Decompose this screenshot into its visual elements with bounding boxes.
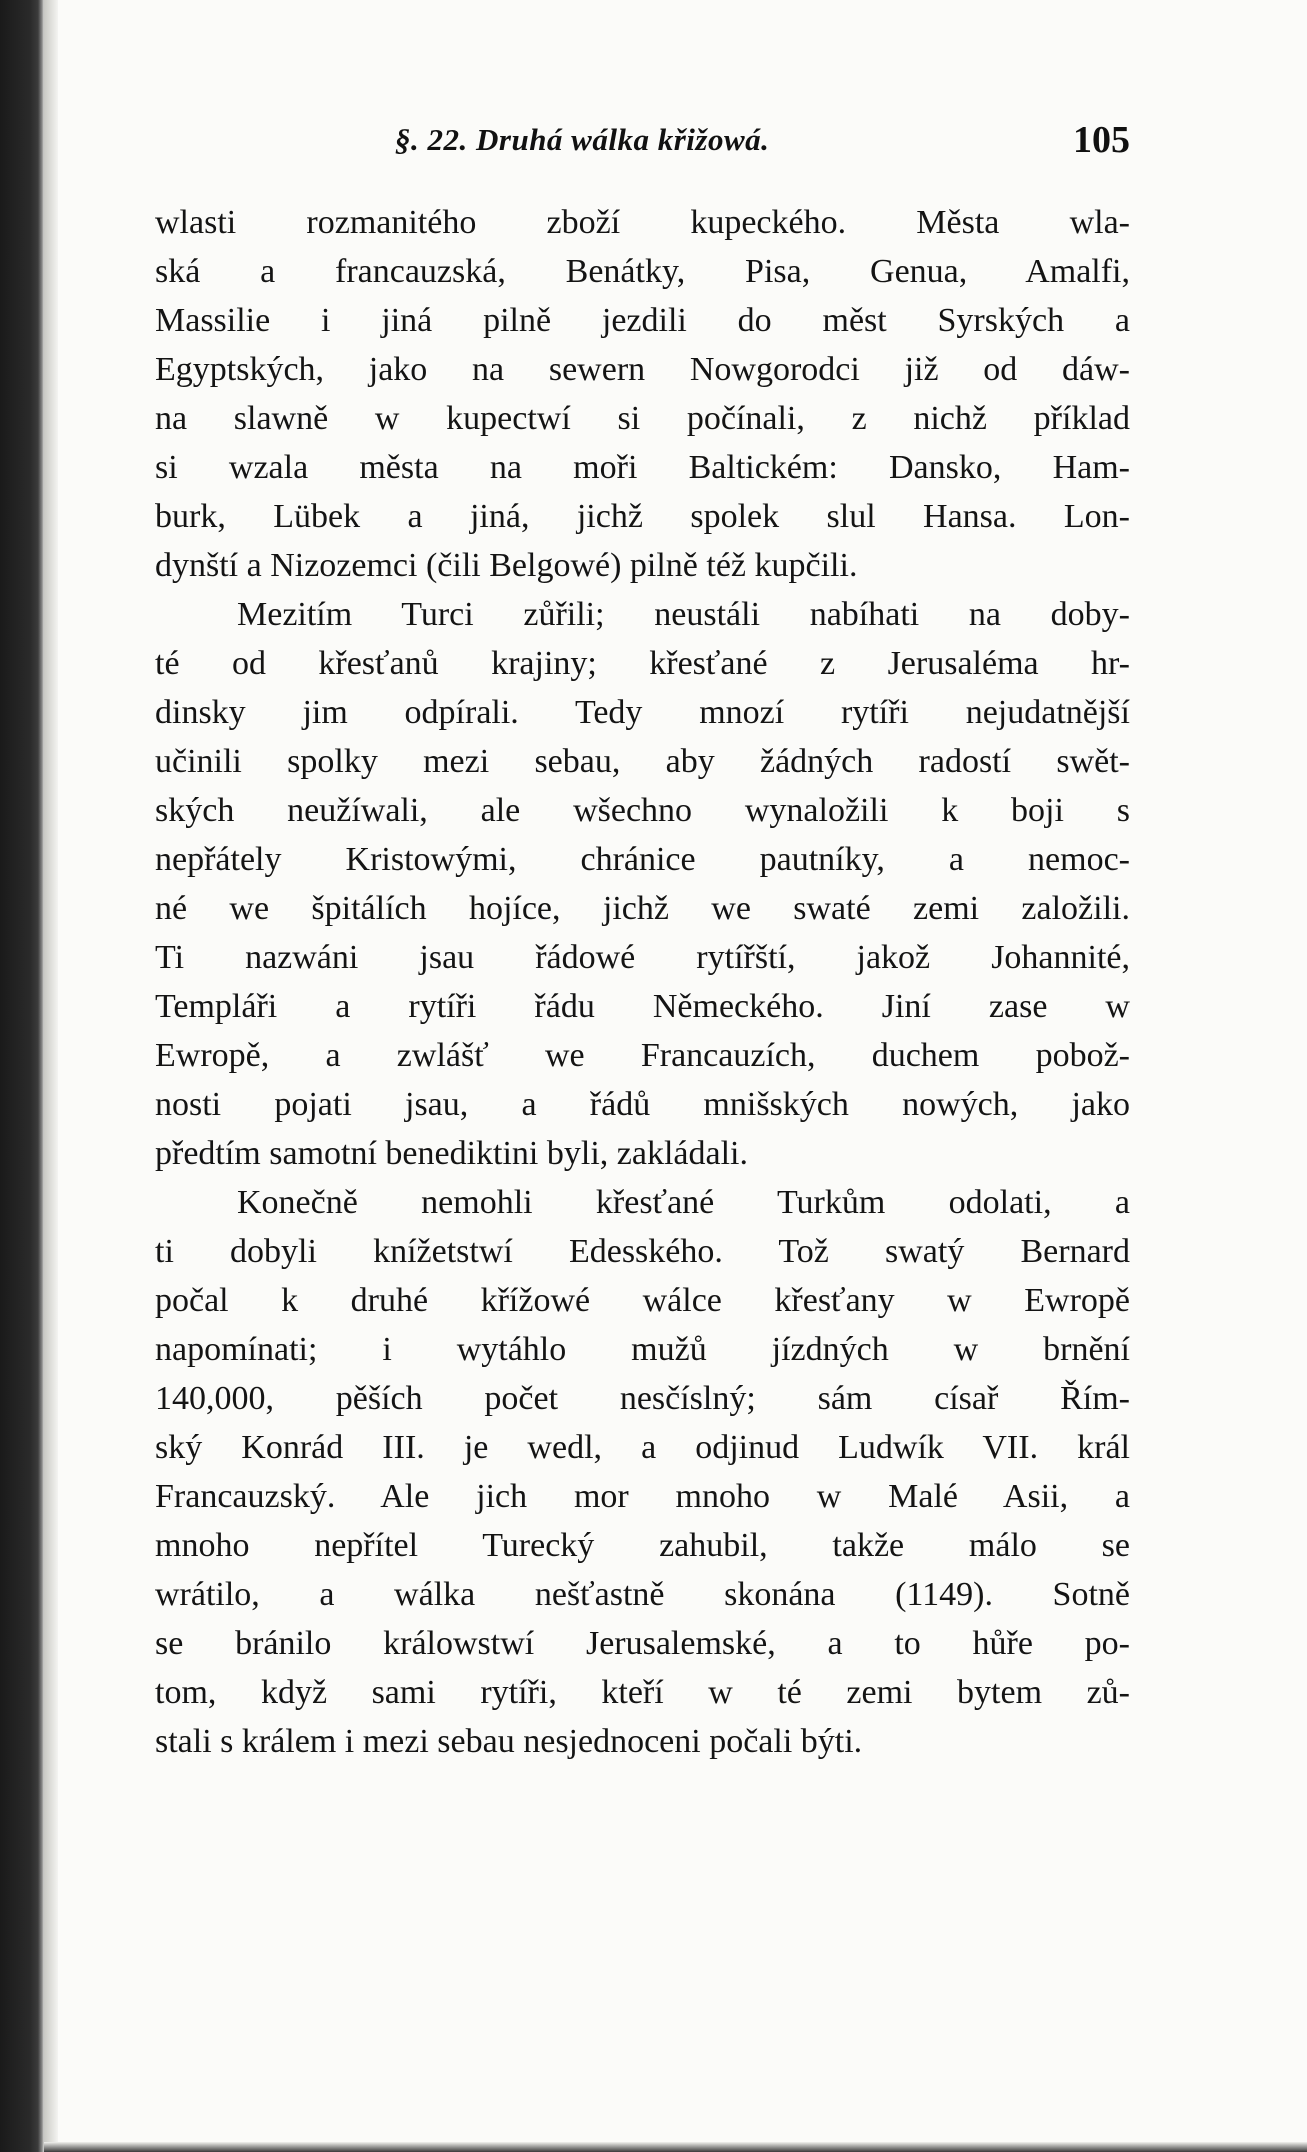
text-line: si wzala města na moři Baltickém: Dansko, Ham- [155,449,1130,486]
page-header [155,119,1130,172]
text-line: Massilie i jiná pilně jezdili do měst Syrských a [155,302,1130,339]
page-bottom-edge [44,2142,1307,2152]
text-line: wrátilo, a wálka nešťastně skonána (1149). Sotně [155,1576,1130,1613]
text-line: ských neužíwali, ale wšechno wynaložili k boji s [155,792,1130,829]
text-line: na slawně w kupectwí si počínali, z nichž příklad [155,400,1130,437]
text-line: Francauzský. Ale jich mor mnoho w Malé Asii, a [155,1478,1130,1515]
text-line: burk, Lübek a jiná, jichž spolek slul Hansa. Lon- [155,498,1130,535]
text-line: učinili spolky mezi sebau, aby žádných radostí swět- [155,743,1130,780]
spine-shadow [44,0,58,2152]
text-line: nepřátely Kristowými, chránice pautníky, a nemoc- [155,841,1130,878]
text-line: napomínati; i wytáhlo mužů jízdných w brnění [155,1331,1130,1368]
text-line: ti dobyli knížetstwí Edesského. Tož swatý Bernard [155,1233,1130,1270]
text-line: dinsky jim odpírali. Tedy mnozí rytíři nejudatnější [155,694,1130,731]
text-line: té od křesťanů krajiny; křesťané z Jerusaléma hr- [155,645,1130,682]
text-line: ská a francauzská, Benátky, Pisa, Genua, Amalfi, [155,253,1130,290]
text-line: tom, když sami rytíři, kteří w té zemi bytem zů- [155,1674,1130,1711]
text-line: se bránilo králowstwí Jerusalemské, a to hůře po- [155,1625,1130,1662]
text-line: Ti nazwáni jsau řádowé rytířští, jakož Johannité, [155,939,1130,976]
text-line: né we špitálích hojíce, jichž we swaté zemi založili. [155,890,1130,927]
book-spine [0,0,44,2152]
text-line: stali s králem i mezi sebau nesjednoceni počali býti. [155,1723,863,1760]
body-text [155,198,1130,1766]
text-line: dynští a Nizozemci (čili Belgowé) pilně též kupčili. [155,547,858,584]
text-line: počal k druhé křížowé wálce křesťany w Ewropě [155,1282,1130,1319]
text-line: wlasti rozmanitého zboží kupeckého. Města wla- [155,204,1130,241]
text-line: Templáři a rytíři řádu Německého. Jiní zase w [155,988,1130,1025]
text-line: Egyptských, jako na sewern Nowgorodci již od dáw- [155,351,1130,388]
text-line: Konečně nemohli křesťané Turkům odolati, a [237,1184,1130,1221]
running-head: §. 22. Druhá wálka křižowá. [395,122,770,157]
text-line: nosti pojati jsau, a řádů mnišských nowých, jako [155,1086,1130,1123]
text-line: Ewropě, a zwlášť we Francauzích, duchem pobož- [155,1037,1130,1074]
page-number: 105 [1073,119,1130,161]
text-line: Mezitím Turci zůřili; neustáli nabíhati na doby- [237,596,1130,633]
text-line: mnoho nepřítel Turecký zahubil, takže málo se [155,1527,1130,1564]
text-line: 140,000, pěších počet nesčíslný; sám císař Řím- [155,1380,1130,1417]
text-line: ský Konrád III. je wedl, a odjinud Ludwík VII. král [155,1429,1130,1466]
text-line: předtím samotní benediktini byli, zakládali. [155,1135,748,1172]
